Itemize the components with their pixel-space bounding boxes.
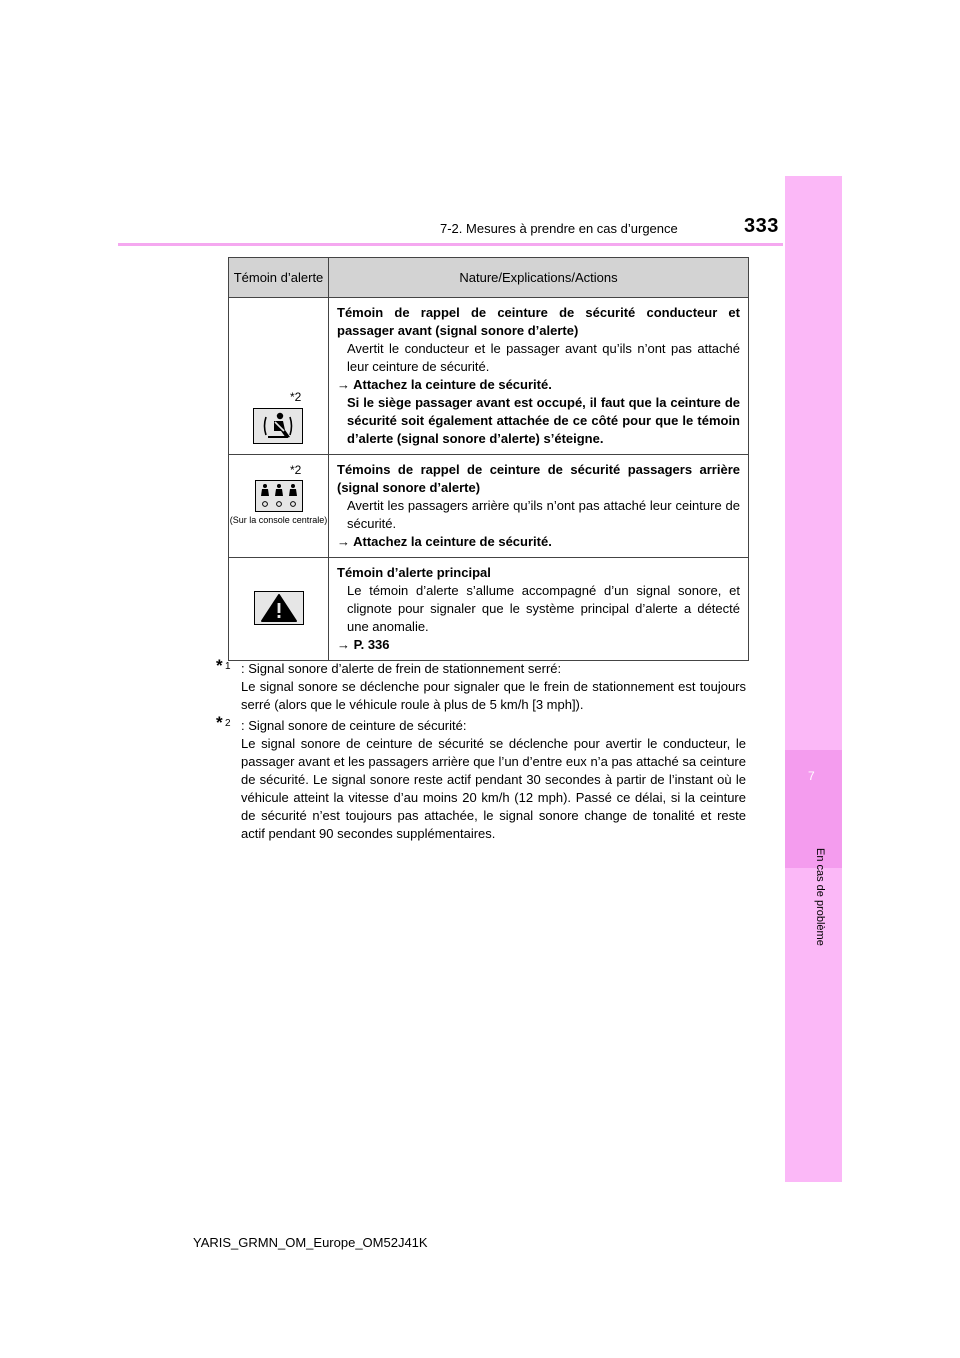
rear-seatbelt-warning-icon xyxy=(255,480,303,512)
footnote-marker: * xyxy=(216,656,223,675)
header-explanation: Nature/Explications/Actions xyxy=(329,258,749,298)
document-code: YARIS_GRMN_OM_Europe_OM52J41K xyxy=(193,1235,428,1250)
table-row xyxy=(229,298,749,455)
footnote-heading: : Signal sonore de ceinture de sécurité: xyxy=(241,718,467,733)
warning-title: Témoins de rappel de ceinture de sécurité passagers arrière (signal sonore d’alerte) xyxy=(337,462,740,495)
footnote-marker: * xyxy=(216,713,223,732)
chapter-side-tab xyxy=(785,176,842,1182)
footnote-text: Le signal sonore de ceinture de sécurité se déclenche pour avertir le conducteur, le passager avant et les passagers arrière que l’un d’entre eux n’a pas attaché sa ceinture de sécurité. Le signal sonore reste actif pendant 30 secondes à partir de l’instant où le véhicule atteint la vitesse d’au moins 20 km/h (12 mph). Passé ce délai, si la ceinture de sécurité n’est toujours pas attachée, le signal sonore change de tonalité et reste actif pendant 90 secondes supplémentaires. xyxy=(241,736,746,841)
warning-explanation: Le témoin d’alerte s’allume accompagné d’un signal sonore, et clignote pour signaler que le système principal d’alerte a détecté une anomalie. xyxy=(347,583,740,634)
icon-cell xyxy=(229,455,329,558)
footnote-number: 1 xyxy=(225,661,231,672)
warning-explanation: Avertit le conducteur et le passager avant qu’ils n’ont pas attaché leur ceinture de sécurité. xyxy=(347,341,740,374)
warning-explanation: Avertit les passagers arrière qu’ils n’ont pas attaché leur ceinture de sécurité. xyxy=(347,498,740,531)
icon-caption: (Sur la console centrale) xyxy=(229,515,328,525)
warning-action: → Attachez la ceinture de sécurité. xyxy=(337,377,552,392)
page-number: 333 xyxy=(744,215,779,237)
seatbelt-warning-icon xyxy=(253,408,303,444)
explanation-cell xyxy=(329,558,749,661)
chapter-number: 7 xyxy=(808,769,815,783)
table-row xyxy=(229,455,749,558)
header-warning-light: Témoin d’alerte xyxy=(229,258,329,298)
header-rule xyxy=(118,243,783,246)
icon-cell xyxy=(229,558,329,661)
master-warning-triangle-icon xyxy=(254,591,304,625)
footnote-1 xyxy=(216,656,746,714)
table-row xyxy=(229,558,749,661)
explanation-cell xyxy=(329,298,749,455)
icon-cell xyxy=(229,298,329,455)
warning-title: Témoin de rappel de ceinture de sécurité conducteur et passager avant (signal sonore d’alerte) xyxy=(337,305,740,338)
warning-action: → Attachez la ceinture de sécurité. xyxy=(337,534,552,549)
footnote-number: 2 xyxy=(225,718,231,729)
note-marker: *2 xyxy=(290,390,302,404)
section-title: 7-2. Mesures à prendre en cas d’urgence xyxy=(440,221,678,236)
explanation-cell xyxy=(329,455,749,558)
warning-action-detail: Si le siège passager avant est occupé, il faut que la ceinture de sécurité soit également attachée de ce côté pour que le témoin d’alerte (signal sonore d’alerte) s’éteigne. xyxy=(347,395,740,446)
note-marker: *2 xyxy=(290,463,302,477)
warning-action: → P. 336 xyxy=(337,637,390,652)
footnote-text: Le signal sonore se déclenche pour signaler que le frein de stationnement est toujours serré (alors que le véhicule roule à plus de 5 km/h [3 mph]). xyxy=(241,679,746,712)
warning-light-table xyxy=(228,257,749,661)
table-header-row xyxy=(229,258,749,298)
footnote-2 xyxy=(216,713,746,843)
warning-title: Témoin d’alerte principal xyxy=(337,565,491,580)
chapter-title: En cas de problème xyxy=(814,848,826,946)
footnote-heading: : Signal sonore d’alerte de frein de stationnement serré: xyxy=(241,661,562,676)
